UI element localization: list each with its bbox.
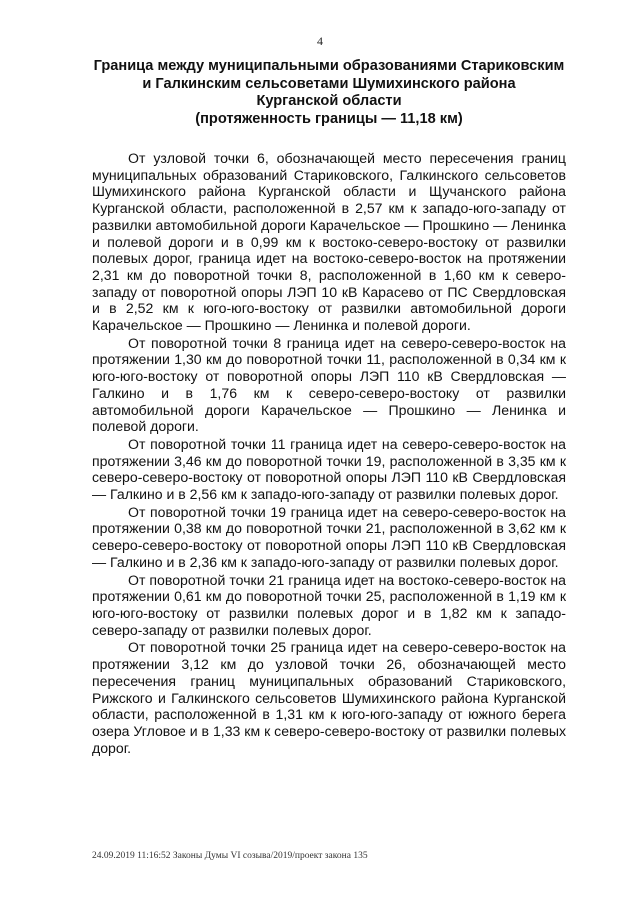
paragraph-1: От узловой точки 6, обозначающей место пересечения границ муниципальных образований Стариковского, Галкинского сельсоветов Шумихинского района Курганской области и Щучанского района Курганской области, расположенной в 2,57 км к западо-юго-западу от развилки автомобильной дороги Карачельское — Прошкино — Ленинка и полевой дороги и в 0,99 км к востоко-северо-востоку от развилки полевых дорог, граница идет на востоко-северо-восток на протяжении 2,31 км до поворотной точки 8, расположенной в 1,60 км к северо-западу от поворотной опоры ЛЭП 10 кВ Карасево от ПС Свердловская и в 2,52 км к юго-юго-востоку от развилки автомобильной дороги Карачельское — Прошкино — Ленинка и полевой дороги. (92, 150, 566, 334)
title-line-2: и Галкинским сельсоветами Шумихинского района (142, 75, 516, 92)
title-line-3: Курганской области (256, 93, 402, 110)
paragraph-4: От поворотной точки 19 граница идет на северо-северо-восток на протяжении 0,38 км до поворотной точки 21, расположенной в 3,62 км к северо-северо-востоку от поворотной опоры ЛЭП 110 кВ Свердловская — Галкино и в 2,36 км к западо-юго-западу от развилки полевых дорог. (92, 503, 566, 570)
paragraph-2: От поворотной точки 8 граница идет на северо-северо-восток на протяжении 1,30 км до поворотной точки 11, расположенной в 0,34 км к юго-юго-востоку от поворотной опоры ЛЭП 110 кВ Свердловская — Галкино и в 1,76 км к северо-северо-востоку от развилки автомобильной дороги Карачельское — Прошкино — Ленинка и полевой дороги. (92, 334, 566, 435)
document-footer: 24.09.2019 11:16:52 Законы Думы VI созыва/2019/проект закона 135 (92, 851, 368, 861)
page-number: 4 (317, 34, 323, 48)
title-line-1: Граница между муниципальными образованиями Стариковским (93, 58, 565, 74)
title-line-4: (протяженность границы — 11,18 км) (195, 110, 463, 127)
paragraph-3: От поворотной точки 11 граница идет на северо-северо-восток на протяжении 3,46 км до поворотной точки 19, расположенной в 3,35 км к северо-северо-востоку от поворотной опоры ЛЭП 110 кВ Свердловская — Галкино и в 2,56 км к западо-юго-западу от развилки полевых дорог. (92, 435, 566, 503)
paragraph-6: От поворотной точки 25 граница идет на северо-северо-восток на протяжении 3,12 км до узловой точки 26, обозначающей место пересечения границ муниципальных образований Стариковского, Рижского и Галкинского сельсоветов Шумихинского района Курганской области, расположенной в 1,31 км к юго-юго-западу от южного берега озера Угловое и в 1,33 км к северо-северо-востоку от развилки полевых дорог. (92, 639, 566, 756)
paragraph-5: От поворотной точки 21 граница идет на востоко-северо-восток на протяжении 0,61 км до поворотной точки 25, расположенной в 1,19 км к юго-юго-востоку от развилки полевых дорог и в 1,82 км к западо-северо-западу от развилки полевых дорог. (92, 571, 566, 638)
document-body (92, 150, 566, 756)
document-title (92, 58, 566, 128)
